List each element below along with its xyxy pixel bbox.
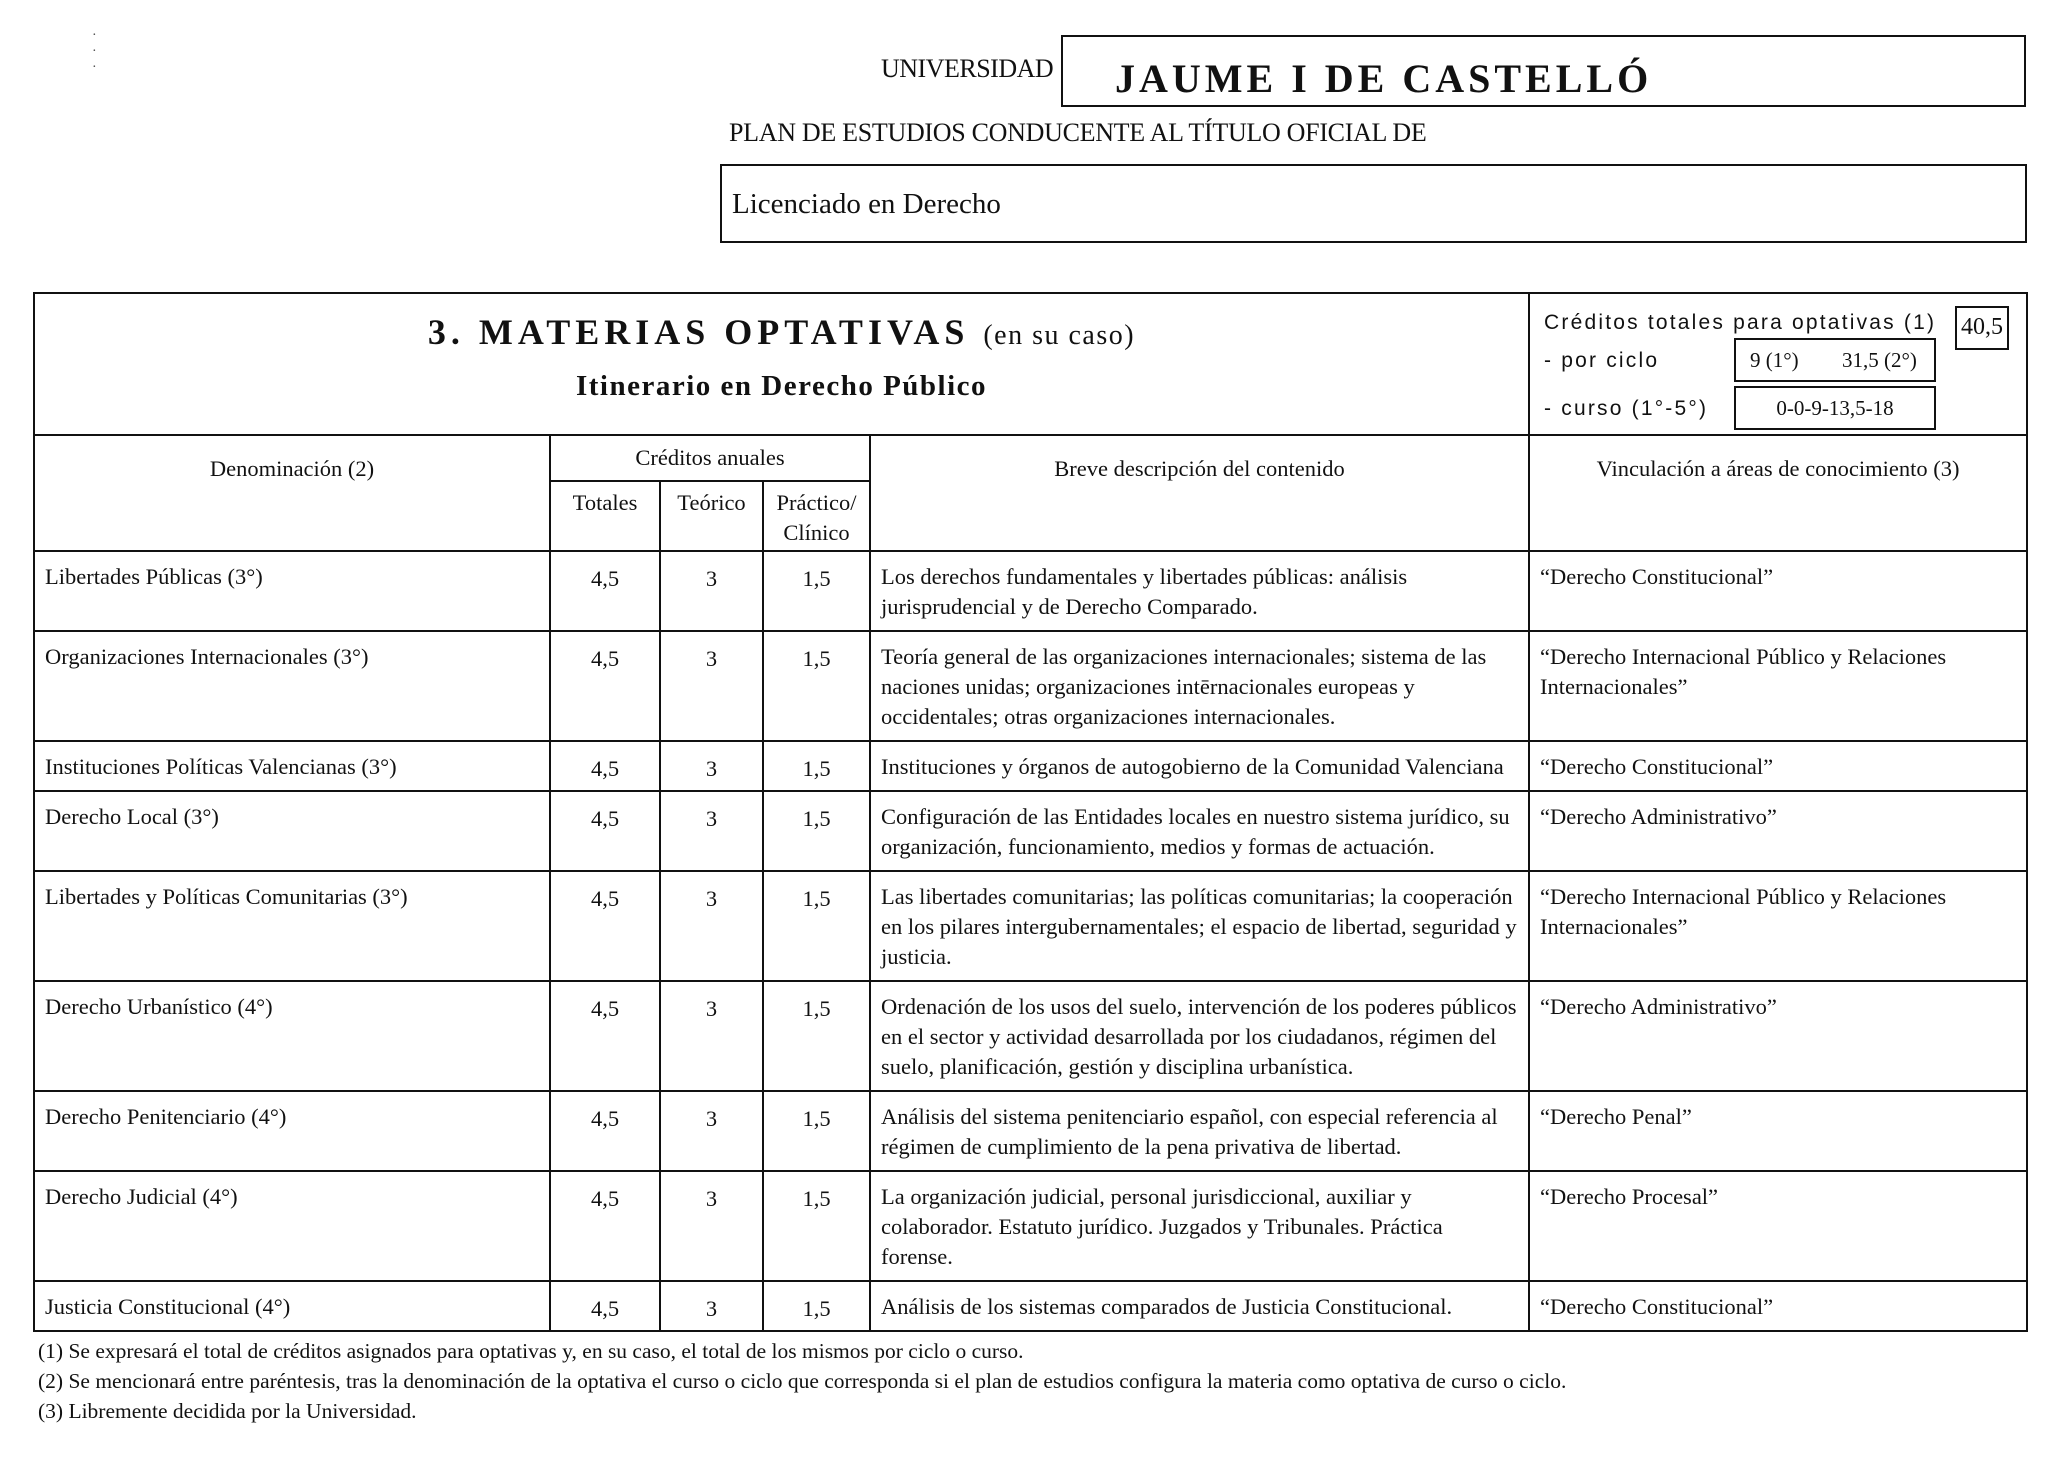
credits-total-value: 40,5	[1955, 306, 2009, 350]
subject-description: Ordenación de los usos del suelo, intervención de los poderes públicos en el sector y actividad desarrollada por los ciudadanos, régimen del suelo, planificación, gestión y disciplina urbanística.	[870, 981, 1529, 1091]
section-title-suffix: (en su caso)	[983, 320, 1136, 351]
subject-name: Derecho Judicial (4°)	[34, 1171, 550, 1281]
table-row	[34, 1091, 2027, 1171]
table-row	[34, 1171, 2027, 1281]
per-cycle-box	[1734, 338, 1936, 382]
credits-theory: 3	[660, 1091, 763, 1171]
subject-description: Las libertades comunitarias; las políticas comunitarias; la cooperación en los pilares intergubernamentales; el espacio de libertad, seguridad y justicia.	[870, 871, 1529, 981]
optional-subjects-table	[33, 292, 2028, 1332]
degree-box: Licenciado en Derecho	[720, 164, 2027, 243]
credits-total: 4,5	[550, 871, 660, 981]
knowledge-area: “Derecho Internacional Público y Relaciones Internacionales”	[1529, 871, 2027, 981]
footnote-1: (1) Se expresará el total de créditos asignados para optativas y, en su caso, el total de los mismos por ciclo o curso.	[38, 1339, 1024, 1363]
credits-theory: 3	[660, 981, 763, 1091]
credits-total: 4,5	[550, 1171, 660, 1281]
knowledge-area: “Derecho Penal”	[1529, 1091, 2027, 1171]
credits-practice: 1,5	[763, 981, 870, 1091]
subject-name: Derecho Penitenciario (4°)	[34, 1091, 550, 1171]
knowledge-area: “Derecho Procesal”	[1529, 1171, 2027, 1281]
subject-name: Instituciones Políticas Valencianas (3°)	[34, 741, 550, 791]
per-cycle-label: - por ciclo	[1544, 349, 1660, 372]
section-title	[35, 310, 1528, 358]
section-title-text: 3. MATERIAS OPTATIVAS	[427, 312, 970, 352]
plan-label: PLAN DE ESTUDIOS CONDUCENTE AL TÍTULO OFICIAL DE	[729, 118, 1427, 147]
credits-practice: 1,5	[763, 551, 870, 631]
corner-marks: · · ·	[92, 28, 97, 75]
table-row	[34, 1281, 2027, 1331]
col-header-practice: Práctico/ Clínico	[763, 481, 870, 551]
subject-name: Libertades y Políticas Comunitarias (3°)	[34, 871, 550, 981]
university-name-box: JAUME I DE CASTELLÓ	[1061, 35, 2026, 107]
col-header-area: Vinculación a áreas de conocimiento (3)	[1529, 435, 2027, 551]
table-row	[34, 741, 2027, 791]
credits-summary-cell	[1529, 293, 2027, 435]
credits-total: 4,5	[550, 791, 660, 871]
col-header-description: Breve descripción del contenido	[870, 435, 1529, 551]
subject-name: Derecho Local (3°)	[34, 791, 550, 871]
knowledge-area: “Derecho Internacional Público y Relaciones Internacionales”	[1529, 631, 2027, 741]
knowledge-area: “Derecho Constitucional”	[1529, 551, 2027, 631]
credits-total: 4,5	[550, 741, 660, 791]
subject-name: Libertades Públicas (3°)	[34, 551, 550, 631]
credits-total: 4,5	[550, 1091, 660, 1171]
col-header-total: Totales	[550, 481, 660, 551]
credits-theory: 3	[660, 791, 763, 871]
subject-description: Los derechos fundamentales y libertades públicas: análisis jurisprudencial y de Derecho Comparado.	[870, 551, 1529, 631]
cycle1-value: 9 (1°)	[1750, 348, 1799, 372]
subject-description: Configuración de las Entidades locales en nuestro sistema jurídico, su organización, funcionamiento, medios y formas de actuación.	[870, 791, 1529, 871]
per-course-box: 0-0-9-13,5-18	[1734, 386, 1936, 430]
footnote-3: (3) Libremente decidida por la Universidad.	[38, 1399, 417, 1423]
credits-practice: 1,5	[763, 1091, 870, 1171]
credits-theory: 3	[660, 741, 763, 791]
knowledge-area: “Derecho Administrativo”	[1529, 981, 2027, 1091]
subject-name: Organizaciones Internacionales (3°)	[34, 631, 550, 741]
table-row	[34, 871, 2027, 981]
knowledge-area: “Derecho Administrativo”	[1529, 791, 2027, 871]
credits-total: 4,5	[550, 551, 660, 631]
credits-practice: 1,5	[763, 1171, 870, 1281]
cycle2-value: 31,5 (2°)	[1842, 348, 1917, 372]
table-row	[34, 981, 2027, 1091]
table-row	[34, 791, 2027, 871]
table-row	[34, 631, 2027, 741]
footnotes	[38, 1336, 1566, 1426]
section-title-cell	[34, 293, 1529, 435]
credits-theory: 3	[660, 871, 763, 981]
knowledge-area: “Derecho Constitucional”	[1529, 1281, 2027, 1331]
subject-rows	[34, 551, 2027, 1331]
table-row	[34, 551, 2027, 631]
credits-theory: 3	[660, 551, 763, 631]
subject-description: Análisis de los sistemas comparados de Justicia Constitucional.	[870, 1281, 1529, 1331]
credits-total: 4,5	[550, 631, 660, 741]
col-header-name: Denominación (2)	[34, 435, 550, 551]
credits-practice: 1,5	[763, 631, 870, 741]
subject-name: Derecho Urbanístico (4°)	[34, 981, 550, 1091]
itinerary-title: Itinerario en Derecho Público	[575, 370, 988, 402]
footnote-2: (2) Se mencionará entre paréntesis, tras la denominación de la optativa el curso o ciclo que corresponda si el plan de estudios configura la materia como optativa de curso o ciclo.	[38, 1369, 1567, 1393]
credits-total-label: Créditos totales para optativas (1)	[1544, 311, 1937, 334]
credits-theory: 3	[660, 1171, 763, 1281]
per-course-label: - curso (1°-5°)	[1544, 397, 1709, 420]
subject-name: Justicia Constitucional (4°)	[34, 1281, 550, 1331]
credits-practice: 1,5	[763, 741, 870, 791]
subject-description: La organización judicial, personal jurisdiccional, auxiliar y colaborador. Estatuto jurídico. Juzgados y Tribunales. Práctica forense.	[870, 1171, 1529, 1281]
credits-theory: 3	[660, 1281, 763, 1331]
university-label: UNIVERSIDAD	[881, 54, 1054, 83]
knowledge-area: “Derecho Constitucional”	[1529, 741, 2027, 791]
subject-description: Análisis del sistema penitenciario español, con especial referencia al régimen de cumplimiento de la pena privativa de libertad.	[870, 1091, 1529, 1171]
credits-theory: 3	[660, 631, 763, 741]
credits-total: 4,5	[550, 981, 660, 1091]
credits-total: 4,5	[550, 1281, 660, 1331]
col-header-theory: Teórico	[660, 481, 763, 551]
credits-practice: 1,5	[763, 791, 870, 871]
credits-practice: 1,5	[763, 1281, 870, 1331]
subject-description: Teoría general de las organizaciones internacionales; sistema de las naciones unidas; organizaciones intērnacionales europeas y occidentales; otras organizaciones internacionales.	[870, 631, 1529, 741]
col-header-annual-credits: Créditos anuales	[550, 435, 870, 481]
subject-description: Instituciones y órganos de autogobierno de la Comunidad Valenciana	[870, 741, 1529, 791]
credits-practice: 1,5	[763, 871, 870, 981]
